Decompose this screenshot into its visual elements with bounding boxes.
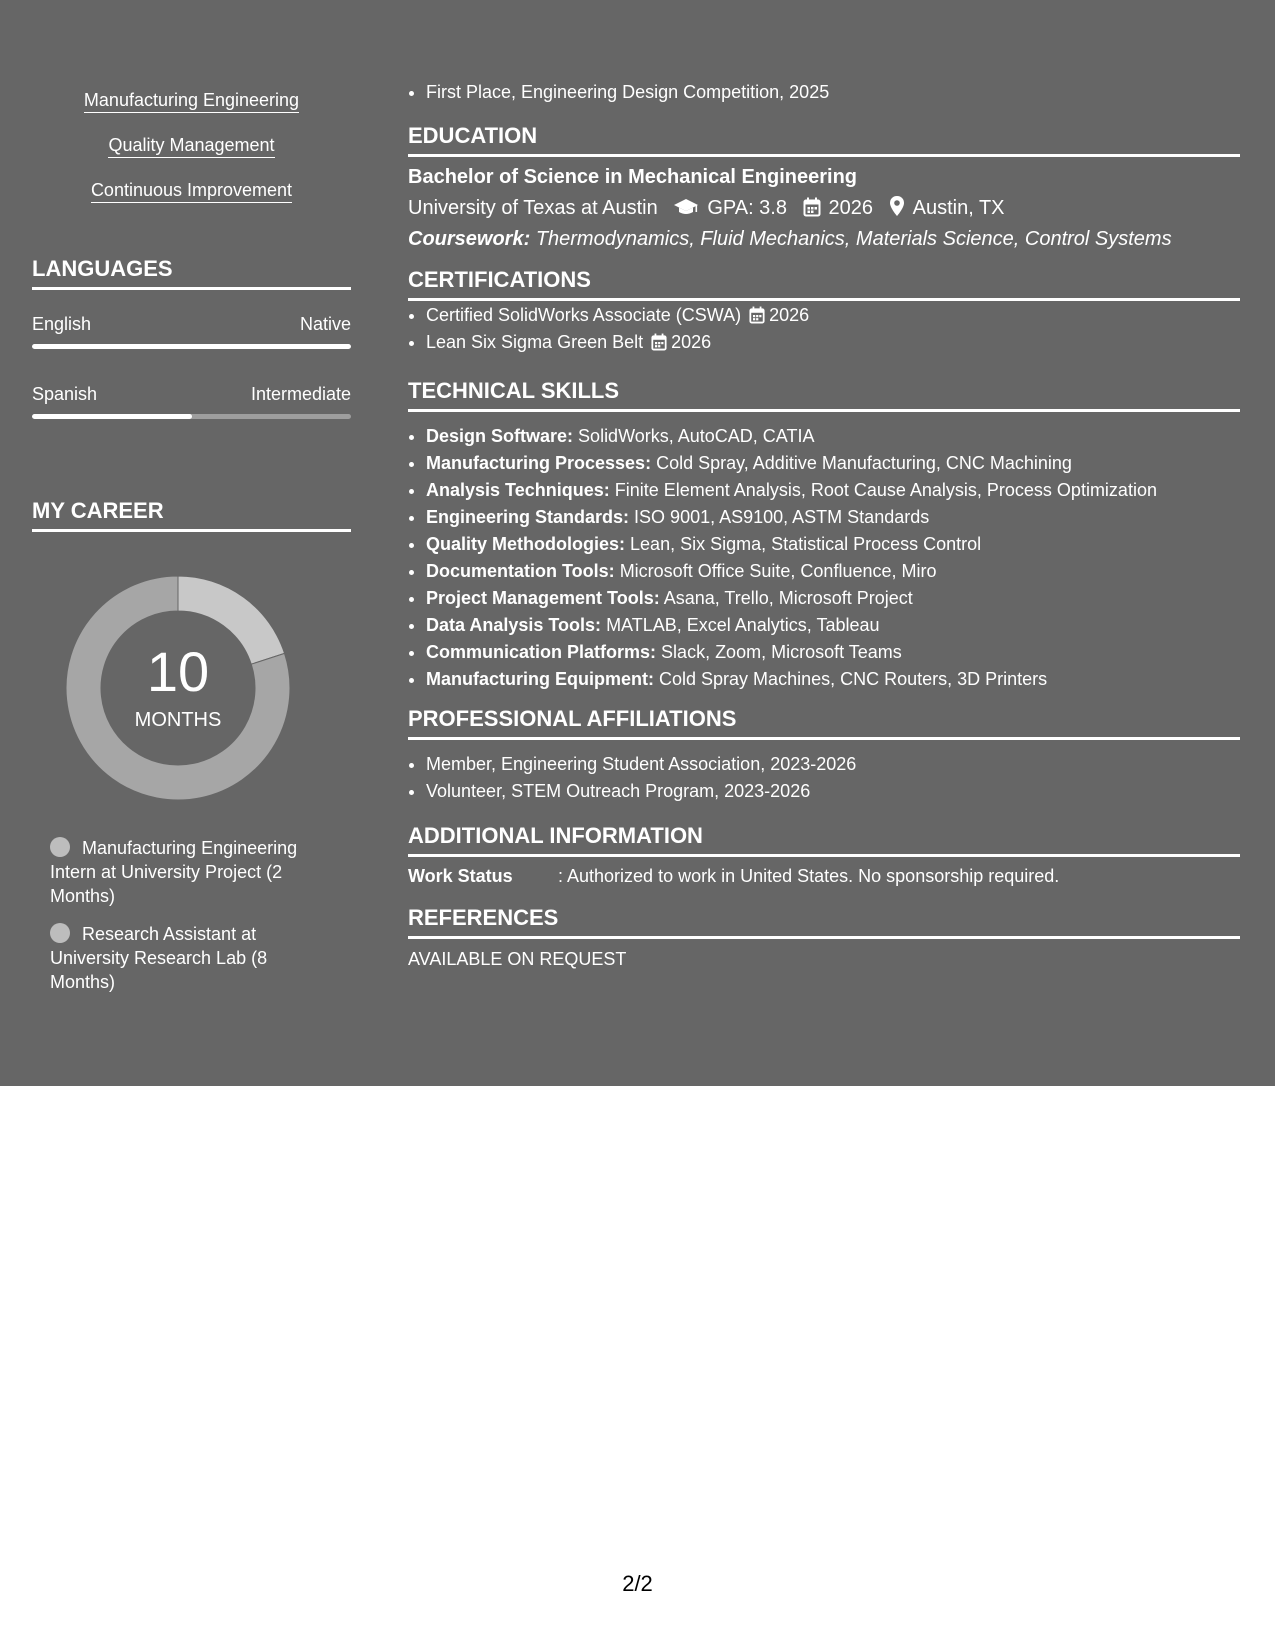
- coursework-label: Coursework:: [408, 228, 531, 250]
- language-bar-spanish: [32, 414, 351, 419]
- calendar-icon: [749, 306, 765, 324]
- calendar-icon: [803, 197, 821, 217]
- career-item: Research Assistant at University Research Lab (8 Months): [50, 924, 268, 992]
- affiliations-list: [408, 751, 1240, 805]
- language-bar-fill: [32, 344, 351, 349]
- career-legend-dot: [50, 923, 70, 943]
- certifications-list: [408, 302, 1240, 356]
- language-level: Intermediate: [250, 384, 351, 404]
- career-legend-dot: [50, 837, 70, 857]
- references-value: AVAILABLE ON REQUEST: [408, 949, 627, 969]
- education-heading: EDUCATION: [408, 122, 1240, 157]
- school-name: University of Texas at Austin: [408, 197, 658, 219]
- gpa: GPA: 3.8: [707, 197, 787, 219]
- language-row-english: [32, 312, 351, 336]
- references-heading: REFERENCES: [408, 904, 1240, 939]
- language-bar-fill: [32, 414, 192, 419]
- skill-item: • Analysis Techniques: Finite Element Analysis, Root Cause Analysis, Process Optimization: [426, 477, 1240, 504]
- skill-item: • Manufacturing Equipment: Cold Spray Machines, CNC Routers, 3D Printers: [426, 666, 1240, 693]
- degree-title: Bachelor of Science in Mechanical Engineering: [408, 166, 858, 188]
- language-level: Native: [299, 314, 351, 334]
- tag-continuous-improvement[interactable]: Continuous Improvement: [32, 178, 351, 202]
- skill-item: • Engineering Standards: ISO 9001, AS9100, ASTM Standards: [426, 504, 1240, 531]
- skill-item: • Manufacturing Processes: Cold Spray, Additive Manufacturing, CNC Machining: [426, 450, 1240, 477]
- language-name: Spanish: [32, 384, 98, 404]
- list-item: • Member, Engineering Student Association, 2023-2026: [426, 751, 1240, 778]
- work-status-value: : Authorized to work in United States. No sponsorship required.: [558, 866, 1060, 886]
- skill-item: • Data Analysis Tools: MATLAB, Excel Analytics, Tableau: [426, 612, 1240, 639]
- skill-item: • Quality Methodologies: Lean, Six Sigma, Statistical Process Control: [426, 531, 1240, 558]
- career-total-unit: MONTHS: [134, 709, 222, 731]
- language-bar-english: [32, 344, 351, 349]
- coursework: [408, 226, 1172, 252]
- list-item: • Lean Six Sigma Green Belt 2026: [426, 329, 1240, 356]
- graduation-year: 2026: [828, 197, 874, 219]
- education-details: [408, 195, 1005, 221]
- skill-item: • Documentation Tools: Microsoft Office Suite, Confluence, Miro: [426, 558, 1240, 585]
- graduation-cap-icon: [673, 197, 699, 217]
- language-name: English: [32, 314, 92, 334]
- list-item: • Volunteer, STEM Outreach Program, 2023-2026: [426, 778, 1240, 805]
- awards-list: [408, 79, 1240, 106]
- work-status-row: [408, 864, 1240, 888]
- coursework-value: Thermodynamics, Fluid Mechanics, Materials Science, Control Systems: [535, 228, 1172, 250]
- languages-heading: LANGUAGES: [32, 255, 351, 290]
- language-row-spanish: [32, 382, 351, 406]
- location-pin-icon: [889, 195, 905, 217]
- list-item: • First Place, Engineering Design Competition, 2025: [426, 79, 1240, 106]
- tag-manufacturing-engineering[interactable]: Manufacturing Engineering: [32, 88, 351, 112]
- affiliations-heading: PROFESSIONAL AFFILIATIONS: [408, 705, 1240, 740]
- technical-skills-heading: TECHNICAL SKILLS: [408, 377, 1240, 412]
- career-heading: MY CAREER: [32, 497, 351, 532]
- skill-item: • Design Software: SolidWorks, AutoCAD, CATIA: [426, 423, 1240, 450]
- calendar-icon: [651, 333, 667, 351]
- career-item: Manufacturing Engineering Intern at University Project (2 Months): [50, 838, 298, 906]
- page-number: 2/2: [622, 1571, 653, 1596]
- skills-list: [408, 423, 1240, 693]
- work-status-label: Work Status: [408, 866, 513, 886]
- certifications-heading: CERTIFICATIONS: [408, 266, 1240, 301]
- tag-quality-management[interactable]: Quality Management: [32, 133, 351, 157]
- list-item: • Certified SolidWorks Associate (CSWA) 2026: [426, 302, 1240, 329]
- skill-item: • Communication Platforms: Slack, Zoom, Microsoft Teams: [426, 639, 1240, 666]
- school-location: Austin, TX: [912, 197, 1005, 219]
- additional-info-heading: ADDITIONAL INFORMATION: [408, 822, 1240, 857]
- career-total-months: 10: [146, 640, 210, 703]
- skill-item: • Project Management Tools: Asana, Trello, Microsoft Project: [426, 585, 1240, 612]
